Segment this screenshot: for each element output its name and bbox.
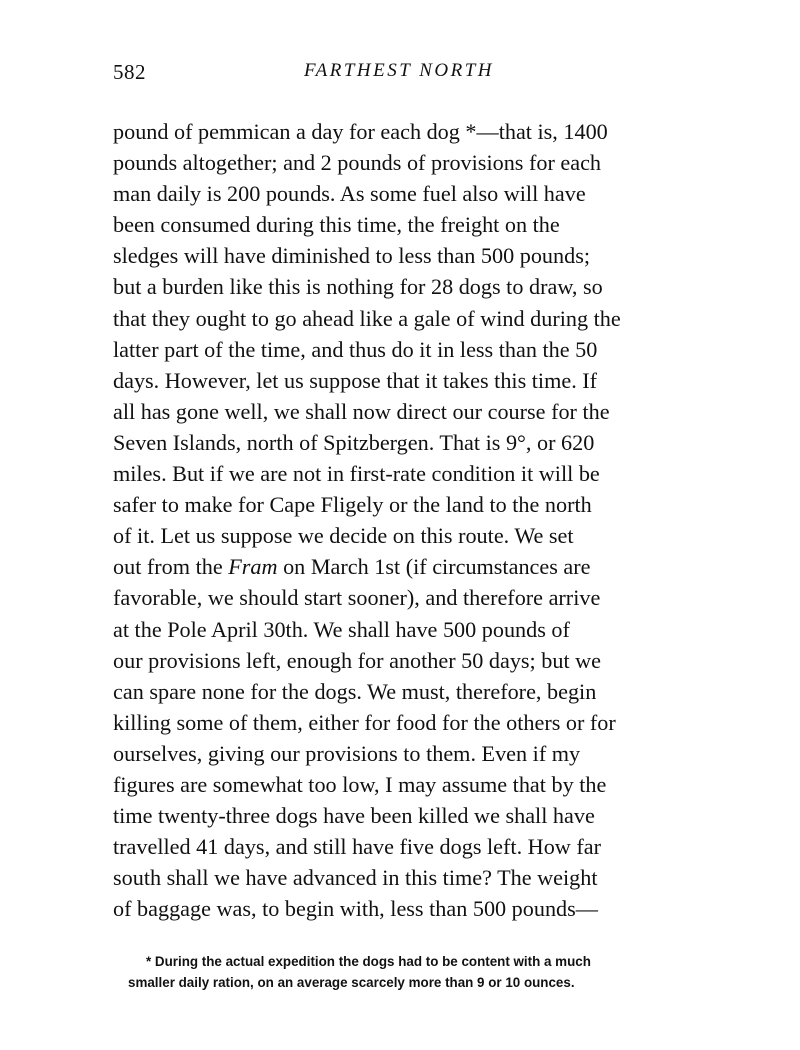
text-line: pounds altogether; and 2 pounds of provisions for each — [113, 150, 602, 176]
text-line: that they ought to go ahead like a gale of wind during the — [113, 305, 621, 331]
text-line: our provisions left, enough for another 50 days; but we — [113, 647, 602, 673]
text-line-with-ship-name — [113, 551, 688, 582]
text-line: figures are somewhat too low, I may assume that by the — [113, 771, 607, 797]
text-line: of baggage was, to begin with, less than 500 pounds— — [113, 896, 598, 922]
text-line: pound of pemmican a day for each dog *—that is, 1400 — [113, 119, 608, 144]
text-line: can spare none for the dogs. We must, therefore, begin — [113, 678, 597, 704]
text-line: safer to make for Cape Fligely or the land to the north — [113, 492, 592, 518]
text-line: but a burden like this is nothing for 28 dogs to draw, so — [113, 274, 603, 300]
text-line: killing some of them, either for food for the others or for — [113, 709, 616, 735]
text-line: been consumed during this time, the freight on the — [113, 212, 560, 238]
text-line: miles. But if we are not in first-rate condition it will be — [113, 461, 600, 487]
text-fragment: out from the — [113, 554, 229, 580]
text-line: of it. Let us suppose we decide on this route. We set — [113, 523, 574, 549]
text-line: ourselves, giving our provisions to them. Even if my — [113, 740, 581, 766]
text-line: south shall we have advanced in this time? The weight — [113, 865, 598, 891]
text-line: man daily is 200 pounds. As some fuel also will have — [113, 181, 586, 207]
text-line: Seven Islands, north of Spitzbergen. That is 9°, or 620 — [113, 429, 595, 455]
footnote-line: * During the actual expedition the dogs had to be content with a much — [146, 954, 591, 969]
text-line: all has gone well, we shall now direct our course for the — [113, 398, 610, 424]
page-number: 582 — [113, 60, 146, 84]
ship-name-italic: Fram — [228, 554, 278, 580]
footnote — [128, 951, 688, 993]
text-line: days. However, let us suppose that it takes this time. If — [113, 367, 598, 393]
page-header — [113, 60, 685, 90]
text-fragment: on March 1st (if circumstances are — [277, 554, 591, 580]
running-head: FARTHEST NORTH — [303, 60, 495, 81]
text-line: at the Pole April 30th. We shall have 500 pounds of — [113, 616, 570, 642]
text-line: sledges will have diminished to less than 500 pounds; — [113, 243, 590, 269]
text-line: travelled 41 days, and still have five dogs left. How far — [113, 834, 601, 860]
footnote-line: smaller daily ration, on an average scarcely more than 9 or 10 ounces. — [128, 975, 575, 990]
body-text — [113, 116, 688, 924]
text-line: favorable, we should start sooner), and therefore arrive — [113, 585, 601, 611]
text-line: latter part of the time, and thus do it in less than the 50 — [113, 336, 598, 362]
text-line: time twenty-three dogs have been killed we shall have — [113, 803, 595, 829]
